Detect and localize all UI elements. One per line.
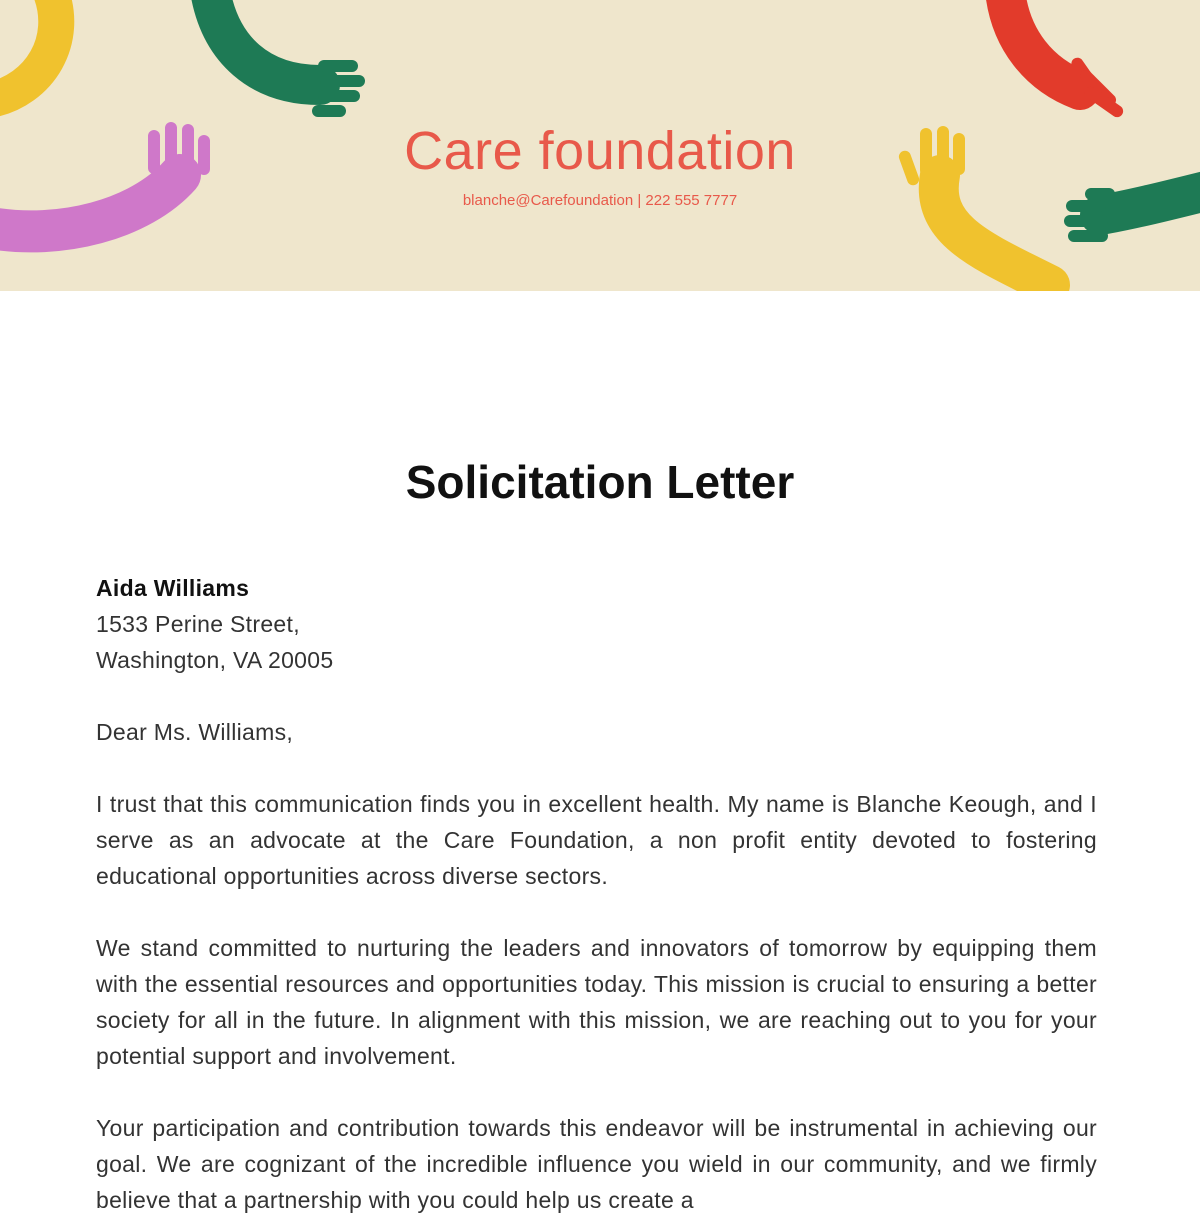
recipient-name: Aida Williams (96, 575, 250, 601)
document-title: Solicitation Letter (405, 456, 795, 508)
yellow-arm-icon (0, 0, 56, 100)
paragraph-1: I trust that this communication finds you in excellent health. My name is Blanche Keough, and I serve as an advocate at the Care Foundation, a non profit entity devoted to fostering educational opportunities across diverse sectors. (96, 791, 1097, 889)
recipient-address-line1: 1533 Perine Street, (96, 611, 300, 637)
salutation: Dear Ms. Williams, (96, 719, 294, 745)
red-hand-icon (1005, 0, 1125, 120)
letter-body (96, 570, 1097, 1218)
organization-name: Care foundation (404, 121, 796, 181)
paragraph-2: We stand committed to nurturing the leaders and innovators of tomorrow by equipping them with the essential resources and opportunities today. This mission is crucial to ensuring a better society for all in the future. In alignment with this mission, we are reaching out to you for your potential support and involvement. (96, 935, 1097, 1069)
recipient-address-line2: Washington, VA 20005 (96, 647, 334, 673)
organization-contact: blanche@Carefoundation | 222 555 7777 (462, 192, 738, 209)
paragraph-3: Your participation and contribution towards this endeavor will be instrumental in achieving our goal. We are cognizant of the incredible influence you wield in our community, and we firmly believe that a partnership with you could help us create a (96, 1115, 1097, 1213)
letterhead (0, 0, 1200, 291)
green-hand-icon (210, 0, 365, 117)
